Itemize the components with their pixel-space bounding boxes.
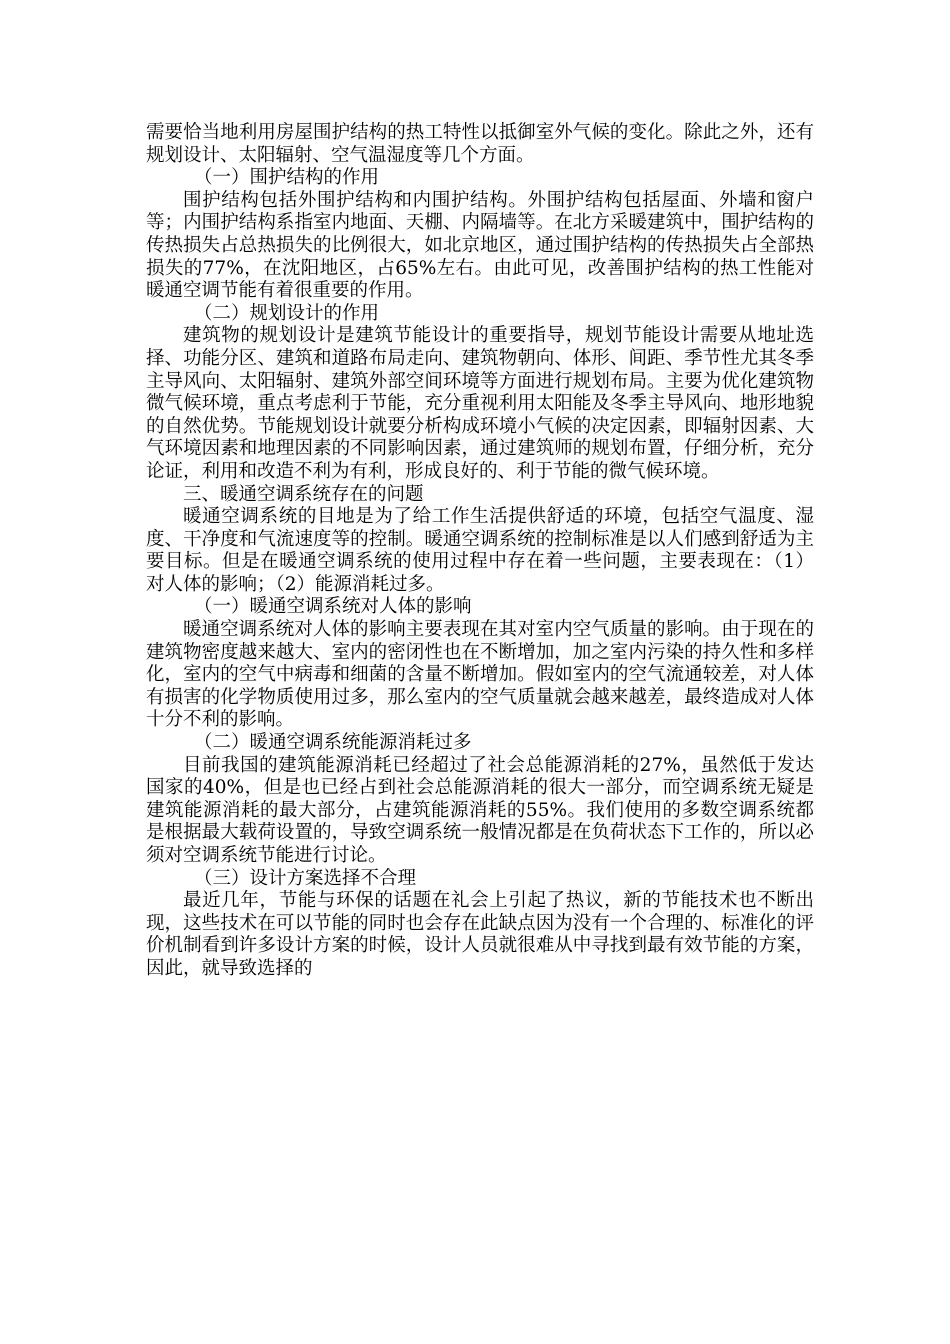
paragraph-design-choice: 最近几年，节能与环保的话题在礼会上引起了热议，新的节能技术也不断出现，这些技术在可以节能的同时也会存在此缺点因为没有一个合理的、标准化的评价机制看到许多设计方案的时候，设计人员就很难从中寻找到最有效节能的方案，因此，就导致选择的 <box>146 890 814 979</box>
chapter-heading-hvac-problems: 三、暖通空调系统存在的问题 <box>183 483 424 505</box>
section-heading-human-impact: （一）暖通空调系统对人体的影响 <box>194 596 472 618</box>
paragraph-energy-consumption: 目前我国的建筑能源消耗已经超过了社会总能源消耗的27%，虽然低于发达国家的40%，但是也已经占到社会总能源消耗的很大一部分，而空调系统无疑是建筑能源消耗的最大部分，占建筑能源消耗的55%。我们使用的多数空调系统都是根据最大载荷设置的，导致空调系统一般情况都是在负荷状态下工作的，所以必须对空调系统节能进行讨论。 <box>146 754 814 866</box>
paragraph-planning: 建筑物的规划设计是建筑节能设计的重要指导，规划节能设计需要从地址选择、功能分区、建筑和道路布局走向、建筑物朝向、体形、间距、季节性尤其冬季主导风向、太阳辐射、建筑外部空间环境等方面进行规划布局。主要为优化建筑物微气候环境，重点考虑利于节能，充分重视利用太阳能及冬季主导风向、地形地貌的自然优势。节能规划设计就要分析构成环境小气候的决定因素，即辐射因素、大气环境因素和地理因素的不同影响因素，通过建筑师的规划布置，仔细分析，充分论证，利用和改造不利为有利，形成良好的、利于节能的微气候环境。 <box>146 325 814 482</box>
section-heading-energy-consumption: （二）暖通空调系统能源消耗过多 <box>194 732 472 754</box>
section-heading-planning: （二）规划设计的作用 <box>194 302 380 324</box>
section-heading-design-choice: （三）设计方案选择不合理 <box>194 867 417 889</box>
document-body <box>146 122 814 981</box>
paragraph-human-impact: 暖通空调系统对人体的影响主要表现在其对室内空气质量的影响。由于现在的建筑物密度越来越大、室内的密闭性也在不断增加，加之室内污染的持久性和多样化，室内的空气中病毒和细菌的含量不断增加。假如室内的空气流通较差，对人体有损害的化学物质使用过多，那么室内的空气质量就会越来越差，最终造成对人体十分不利的影响。 <box>146 619 814 731</box>
paragraph-envelope: 围护结构包括外围护结构和内围护结构。外围护结构包括屋面、外墙和窗户等；内围护结构系指室内地面、天棚、内隔墙等。在北方采暖建筑中，围护结构的传热损失占总热损失的比例很大，如北京地区，通过围护结构的传热损失占全部热损失的77%，在沈阳地区，占65%左右。由此可见，改善围护结构的热工性能对暖通空调节能有着很重要的作用。 <box>146 189 814 302</box>
paragraph-continued: 需要恰当地利用房屋围护结构的热工特性以抵御室外气候的变化。除此之外，还有规划设计、太阳辐射、空气温湿度等几个方面。 <box>146 122 814 166</box>
paragraph-hvac-problems: 暖通空调系统的目地是为了给工作生活提供舒适的环境，包括空气温度、湿度、干净度和气流速度等的控制。暖通空调系统的控制标准是以人们感到舒适为主要目标。但是在暖通空调系统的使用过程中存在着一些问题，主要表现在：（1）对人体的影响；（2）能源消耗过多。 <box>146 506 814 595</box>
section-heading-envelope: （一）围护结构的作用 <box>194 167 380 189</box>
